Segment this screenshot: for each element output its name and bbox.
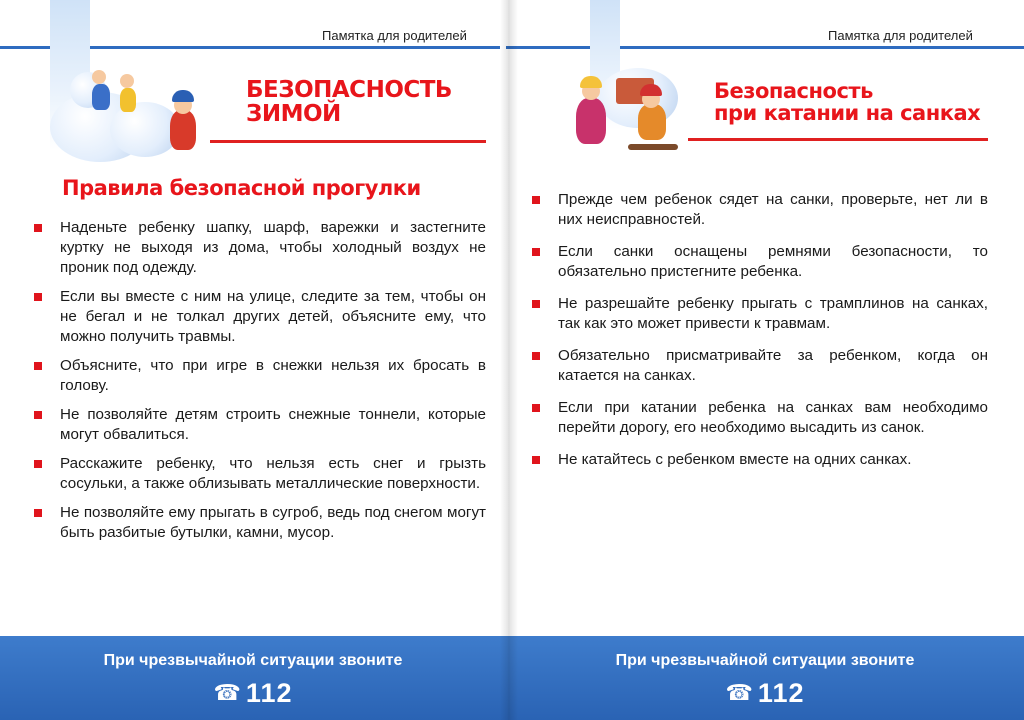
bullet-icon bbox=[34, 224, 42, 232]
child-hat bbox=[640, 84, 662, 96]
title-underline bbox=[210, 140, 486, 143]
page-header-label: Памятка для родителей bbox=[828, 28, 973, 43]
child-head bbox=[92, 70, 106, 84]
bullet-icon bbox=[34, 293, 42, 301]
list-item bbox=[532, 346, 988, 386]
bullet-icon bbox=[532, 300, 540, 308]
list-item bbox=[34, 287, 486, 347]
list-item-text: Не позволяйте ему прыгать в сугроб, ведь под снегом могут быть разбитые бутылки, камни, мусор. bbox=[60, 504, 486, 541]
left-page bbox=[0, 0, 506, 720]
bullet-icon bbox=[532, 456, 540, 464]
child-figure-pink bbox=[576, 98, 606, 144]
right-page bbox=[506, 0, 1024, 720]
bullet-icon bbox=[532, 404, 540, 412]
sled-shape bbox=[628, 144, 678, 150]
list-item bbox=[34, 356, 486, 396]
sledding-kids-illustration bbox=[568, 68, 688, 164]
child-hat bbox=[172, 90, 194, 102]
child-figure-red bbox=[170, 110, 196, 150]
bullet-icon bbox=[34, 411, 42, 419]
emergency-footer bbox=[0, 636, 506, 720]
list-item bbox=[34, 454, 486, 494]
list-item-text: Если вы вместе с ним на улице, следите за тем, чтобы он не бегал и не толкал других детей, объясните ему, что можно получить травмы. bbox=[60, 288, 486, 345]
page-title bbox=[714, 80, 980, 124]
title-line-2: при катании на санках bbox=[714, 101, 981, 126]
header-divider bbox=[506, 46, 1024, 49]
safety-rules-list bbox=[34, 218, 486, 552]
list-item bbox=[532, 242, 988, 282]
sledding-rules-list bbox=[532, 190, 988, 482]
list-item bbox=[34, 405, 486, 445]
list-item-text: Прежде чем ребенок сядет на санки, проверьте, нет ли в них неисправностей. bbox=[558, 191, 988, 228]
section-subtitle: Правила безопасной прогулки bbox=[62, 176, 421, 200]
list-item bbox=[532, 190, 988, 230]
footer-text: При чрезвычайной ситуации звоните bbox=[615, 652, 915, 669]
title-line-1: БЕЗОПАСНОСТЬ bbox=[246, 77, 452, 103]
title-line-2: ЗИМОЙ bbox=[246, 101, 341, 128]
list-item-text: Не разрешайте ребенку прыгать с трамплинов на санках, так как это может привести к травмам. bbox=[558, 295, 988, 332]
bullet-icon bbox=[532, 196, 540, 204]
list-item-text: Не катайтесь с ребенком вместе на одних санках. bbox=[558, 451, 912, 468]
list-item bbox=[532, 450, 988, 470]
bullet-icon bbox=[532, 248, 540, 256]
child-hat bbox=[580, 76, 602, 88]
child-figure-blue bbox=[92, 84, 110, 110]
footer-text: При чрезвычайной ситуации звоните bbox=[103, 652, 403, 669]
list-item-text: Расскажите ребенку, что нельзя есть снег и грызть сосульки, а также облизывать металлические поверхности. bbox=[60, 455, 486, 492]
page-header-label: Памятка для родителей bbox=[322, 28, 467, 43]
child-figure-orange bbox=[638, 104, 666, 140]
page-title bbox=[246, 78, 452, 126]
list-item-text: Не позволяйте детям строить снежные тоннели, которые могут обвалиться. bbox=[60, 406, 486, 443]
list-item-text: Если при катании ребенка на санках вам необходимо перейти дорогу, его необходимо высадить из санок. bbox=[558, 399, 988, 436]
child-head bbox=[120, 74, 134, 88]
phone-number: 112 bbox=[245, 678, 293, 708]
bullet-icon bbox=[532, 352, 540, 360]
phone-number: 112 bbox=[757, 678, 805, 708]
emergency-phone bbox=[506, 678, 1024, 709]
bullet-icon bbox=[34, 460, 42, 468]
phone-icon: ☎ bbox=[213, 680, 242, 705]
phone-icon: ☎ bbox=[725, 680, 754, 705]
list-item bbox=[34, 218, 486, 278]
list-item bbox=[532, 294, 988, 334]
page-gutter-shadow bbox=[500, 0, 518, 720]
bullet-icon bbox=[34, 362, 42, 370]
bullet-icon bbox=[34, 509, 42, 517]
list-item-text: Если санки оснащены ремнями безопасности, то обязательно пристегните ребенка. bbox=[558, 243, 988, 280]
list-item-text: Наденьте ребенку шапку, шарф, варежки и застегните куртку не выходя из дома, чтобы холодный воздух не проник под одежду. bbox=[60, 219, 486, 276]
list-item-text: Обязательно присматривайте за ребенком, когда он катается на санках. bbox=[558, 347, 988, 384]
title-line-1: Безопасность bbox=[714, 79, 873, 103]
title-underline bbox=[688, 138, 988, 141]
winter-kids-illustration bbox=[50, 62, 210, 162]
child-figure-yellow bbox=[120, 88, 136, 112]
emergency-phone bbox=[0, 678, 506, 709]
list-item-text: Объясните, что при игре в снежки нельзя их бросать в голову. bbox=[60, 357, 486, 394]
list-item bbox=[34, 503, 486, 543]
emergency-footer bbox=[506, 636, 1024, 720]
list-item bbox=[532, 398, 988, 438]
